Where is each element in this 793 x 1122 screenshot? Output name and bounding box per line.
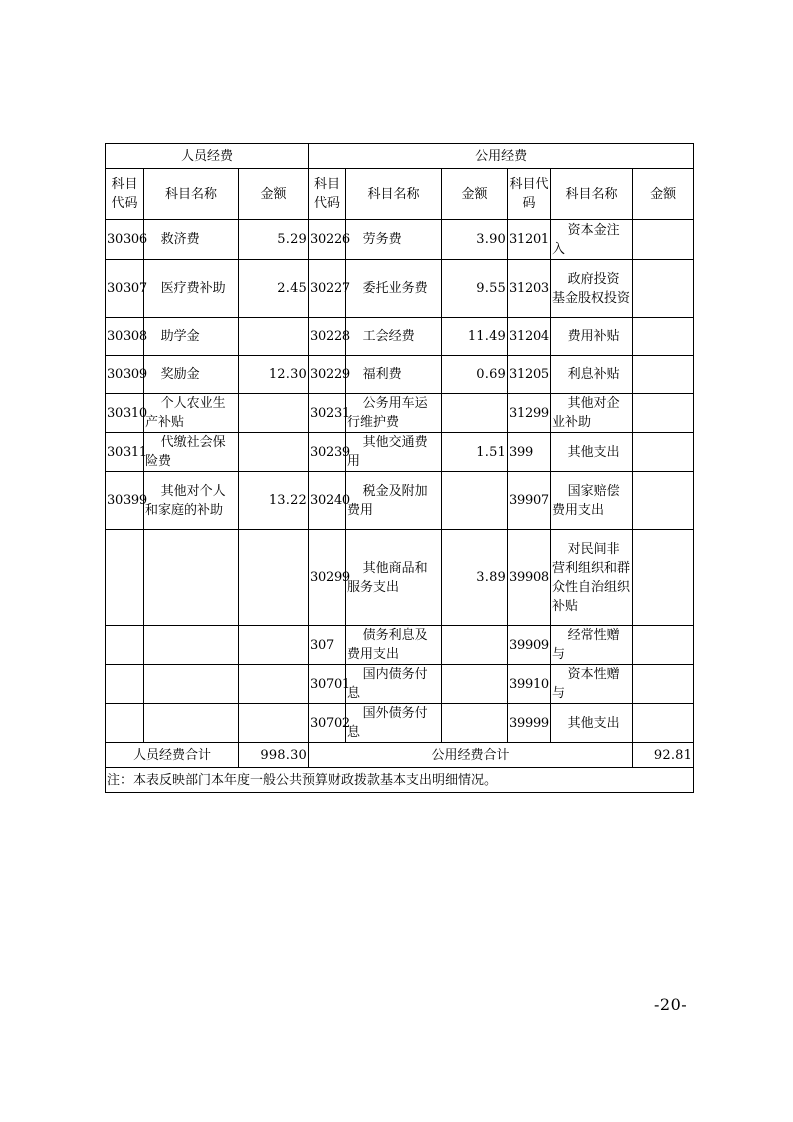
subject-name: [551, 530, 633, 626]
amount: [633, 433, 694, 472]
personnel-total: 998.30: [239, 743, 309, 768]
subject-code: 30240: [309, 472, 346, 530]
expenditure-table: [105, 143, 694, 793]
table-row: [106, 530, 694, 626]
subject-name-text: 救济费: [160, 232, 200, 247]
public-total: 92.81: [633, 743, 694, 768]
amount: 3.89: [442, 530, 508, 626]
header-code: 科目代码: [508, 169, 551, 220]
amount: [442, 394, 508, 433]
subject-name: [346, 433, 442, 472]
amount: [239, 626, 309, 665]
subject-code: 307: [309, 626, 346, 665]
totals-row: [106, 743, 694, 768]
column-header-row: [106, 169, 694, 220]
subject-name-text: 经常性赠与: [552, 628, 620, 662]
subject-code: 30309: [106, 356, 144, 394]
subject-name-text: 债务利息及费用支出: [347, 628, 428, 662]
amount: [442, 665, 508, 704]
amount: [633, 626, 694, 665]
subject-name: [144, 472, 239, 530]
subject-name: [551, 472, 633, 530]
subject-name: [346, 394, 442, 433]
subject-code: 30311: [106, 433, 144, 472]
subject-name-text: 其他对企业补助: [552, 396, 620, 430]
subject-name: [144, 665, 239, 704]
table-note: 注：本表反映部门本年度一般公共预算财政拨款基本支出明细情况。: [106, 768, 694, 793]
subject-name-text: 其他商品和服务支出: [347, 560, 428, 595]
header-name: 科目名称: [551, 169, 633, 220]
group-header-row: [106, 144, 694, 169]
amount: [633, 260, 694, 318]
table-row: [106, 665, 694, 704]
subject-name: [346, 665, 442, 704]
subject-name-text: 奖励金: [160, 367, 200, 382]
subject-code: [106, 530, 144, 626]
subject-code: 30226: [309, 220, 346, 260]
header-code: 科目代码: [309, 169, 346, 220]
table-row: [106, 704, 694, 743]
subject-code: 31204: [508, 318, 551, 356]
table-row: [106, 472, 694, 530]
subject-name: [144, 433, 239, 472]
table-row: [106, 356, 694, 394]
amount: [239, 318, 309, 356]
subject-code: 399: [508, 433, 551, 472]
table-row: [106, 318, 694, 356]
personnel-total-label: 人员经费合计: [106, 743, 239, 768]
subject-code: 30231: [309, 394, 346, 433]
header-amount: 金额: [633, 169, 694, 220]
subject-name-text: 委托业务费: [362, 281, 428, 296]
subject-name: [144, 260, 239, 318]
table-row: [106, 433, 694, 472]
subject-name-text: 国外债务付息: [347, 706, 428, 740]
subject-name-text: 国家赔偿费用支出: [552, 483, 620, 518]
subject-name: [346, 356, 442, 394]
subject-name: [551, 260, 633, 318]
subject-name: [346, 472, 442, 530]
amount: 0.69: [442, 356, 508, 394]
subject-name: [346, 220, 442, 260]
subject-name-text: 国内债务付息: [347, 667, 428, 701]
subject-name: [551, 665, 633, 704]
subject-code: [106, 665, 144, 704]
subject-name-text: 政府投资基金股权投资: [552, 271, 631, 306]
subject-name: [144, 318, 239, 356]
group-personnel-header: 人员经费: [106, 144, 309, 169]
subject-name-text: 其他对个人和家庭的补助: [145, 483, 226, 518]
subject-name: [551, 318, 633, 356]
subject-code: 30399: [106, 472, 144, 530]
subject-name: [551, 220, 633, 260]
subject-name: [144, 394, 239, 433]
subject-code: 31203: [508, 260, 551, 318]
table-row: [106, 220, 694, 260]
subject-code: 39999: [508, 704, 551, 743]
subject-code: 30702: [309, 704, 346, 743]
subject-code: 30239: [309, 433, 346, 472]
amount: [442, 704, 508, 743]
amount: 2.45: [239, 260, 309, 318]
subject-name: [551, 356, 633, 394]
subject-name: [144, 626, 239, 665]
amount: 1.51: [442, 433, 508, 472]
subject-name-text: 其他支出: [567, 444, 620, 460]
subject-name: [346, 530, 442, 626]
subject-name: [144, 356, 239, 394]
subject-name: [346, 318, 442, 356]
table-row: [106, 260, 694, 318]
subject-name-text: 利息补贴: [567, 367, 620, 382]
amount: 13.22: [239, 472, 309, 530]
note-row: [106, 768, 694, 793]
amount: [442, 626, 508, 665]
amount: [633, 665, 694, 704]
subject-name-text: 工会经费: [362, 329, 415, 344]
table-row: [106, 394, 694, 433]
subject-name-text: 福利费: [362, 367, 402, 382]
subject-code: 30229: [309, 356, 346, 394]
subject-name-text: 劳务费: [362, 232, 402, 247]
amount: [239, 433, 309, 472]
amount: 3.90: [442, 220, 508, 260]
amount: [633, 530, 694, 626]
subject-name-text: 资本金注入: [552, 222, 620, 257]
amount: [633, 704, 694, 743]
header-name: 科目名称: [346, 169, 442, 220]
subject-code: 39909: [508, 626, 551, 665]
subject-name-text: 费用补贴: [567, 329, 620, 344]
subject-code: 30306: [106, 220, 144, 260]
subject-name-text: 医疗费补助: [160, 281, 226, 296]
subject-code: 30227: [309, 260, 346, 318]
subject-code: 30701: [309, 665, 346, 704]
subject-name: [144, 704, 239, 743]
subject-code: 30307: [106, 260, 144, 318]
subject-name: [144, 530, 239, 626]
subject-name: [551, 433, 633, 472]
amount: [633, 394, 694, 433]
amount: 5.29: [239, 220, 309, 260]
subject-name: [346, 704, 442, 743]
amount: [633, 356, 694, 394]
header-amount: 金额: [442, 169, 508, 220]
amount: [633, 220, 694, 260]
amount: [239, 704, 309, 743]
subject-code: 39910: [508, 665, 551, 704]
header-amount: 金额: [239, 169, 309, 220]
subject-code: 31299: [508, 394, 551, 433]
subject-name-text: 代缴社会保险费: [145, 435, 226, 469]
subject-code: 30228: [309, 318, 346, 356]
subject-code: 30308: [106, 318, 144, 356]
page-number: -20-: [654, 995, 688, 1014]
subject-name: [346, 626, 442, 665]
public-total-label: 公用经费合计: [309, 743, 633, 768]
subject-code: 31201: [508, 220, 551, 260]
subject-code: 30299: [309, 530, 346, 626]
subject-name: [551, 704, 633, 743]
subject-name-text: 其他交通费用: [347, 435, 428, 469]
subject-name: [144, 220, 239, 260]
amount: 9.55: [442, 260, 508, 318]
amount: 12.30: [239, 356, 309, 394]
subject-code: 30310: [106, 394, 144, 433]
subject-code: 39907: [508, 472, 551, 530]
subject-name-text: 税金及附加费用: [347, 483, 428, 518]
header-name: 科目名称: [144, 169, 239, 220]
amount: [239, 530, 309, 626]
subject-name-text: 其他支出: [567, 715, 620, 731]
amount: [239, 394, 309, 433]
amount: [633, 472, 694, 530]
header-code: 科目代码: [106, 169, 144, 220]
subject-name-text: 助学金: [160, 329, 200, 344]
subject-name: [551, 394, 633, 433]
table-row: [106, 626, 694, 665]
amount: [633, 318, 694, 356]
group-public-header: 公用经费: [309, 144, 694, 169]
subject-name-text: 资本性赠与: [552, 667, 620, 701]
amount: 11.49: [442, 318, 508, 356]
amount: [442, 472, 508, 530]
subject-code: [106, 704, 144, 743]
subject-name: [346, 260, 442, 318]
amount: [239, 665, 309, 704]
subject-code: 31205: [508, 356, 551, 394]
subject-name: [551, 626, 633, 665]
subject-code: 39908: [508, 530, 551, 626]
subject-code: [106, 626, 144, 665]
subject-name-text: 公务用车运行维护费: [347, 396, 428, 430]
subject-name-text: 个人农业生产补贴: [145, 396, 226, 430]
subject-name-text: 对民间非营利组织和群众性自治组织补贴: [552, 541, 631, 614]
